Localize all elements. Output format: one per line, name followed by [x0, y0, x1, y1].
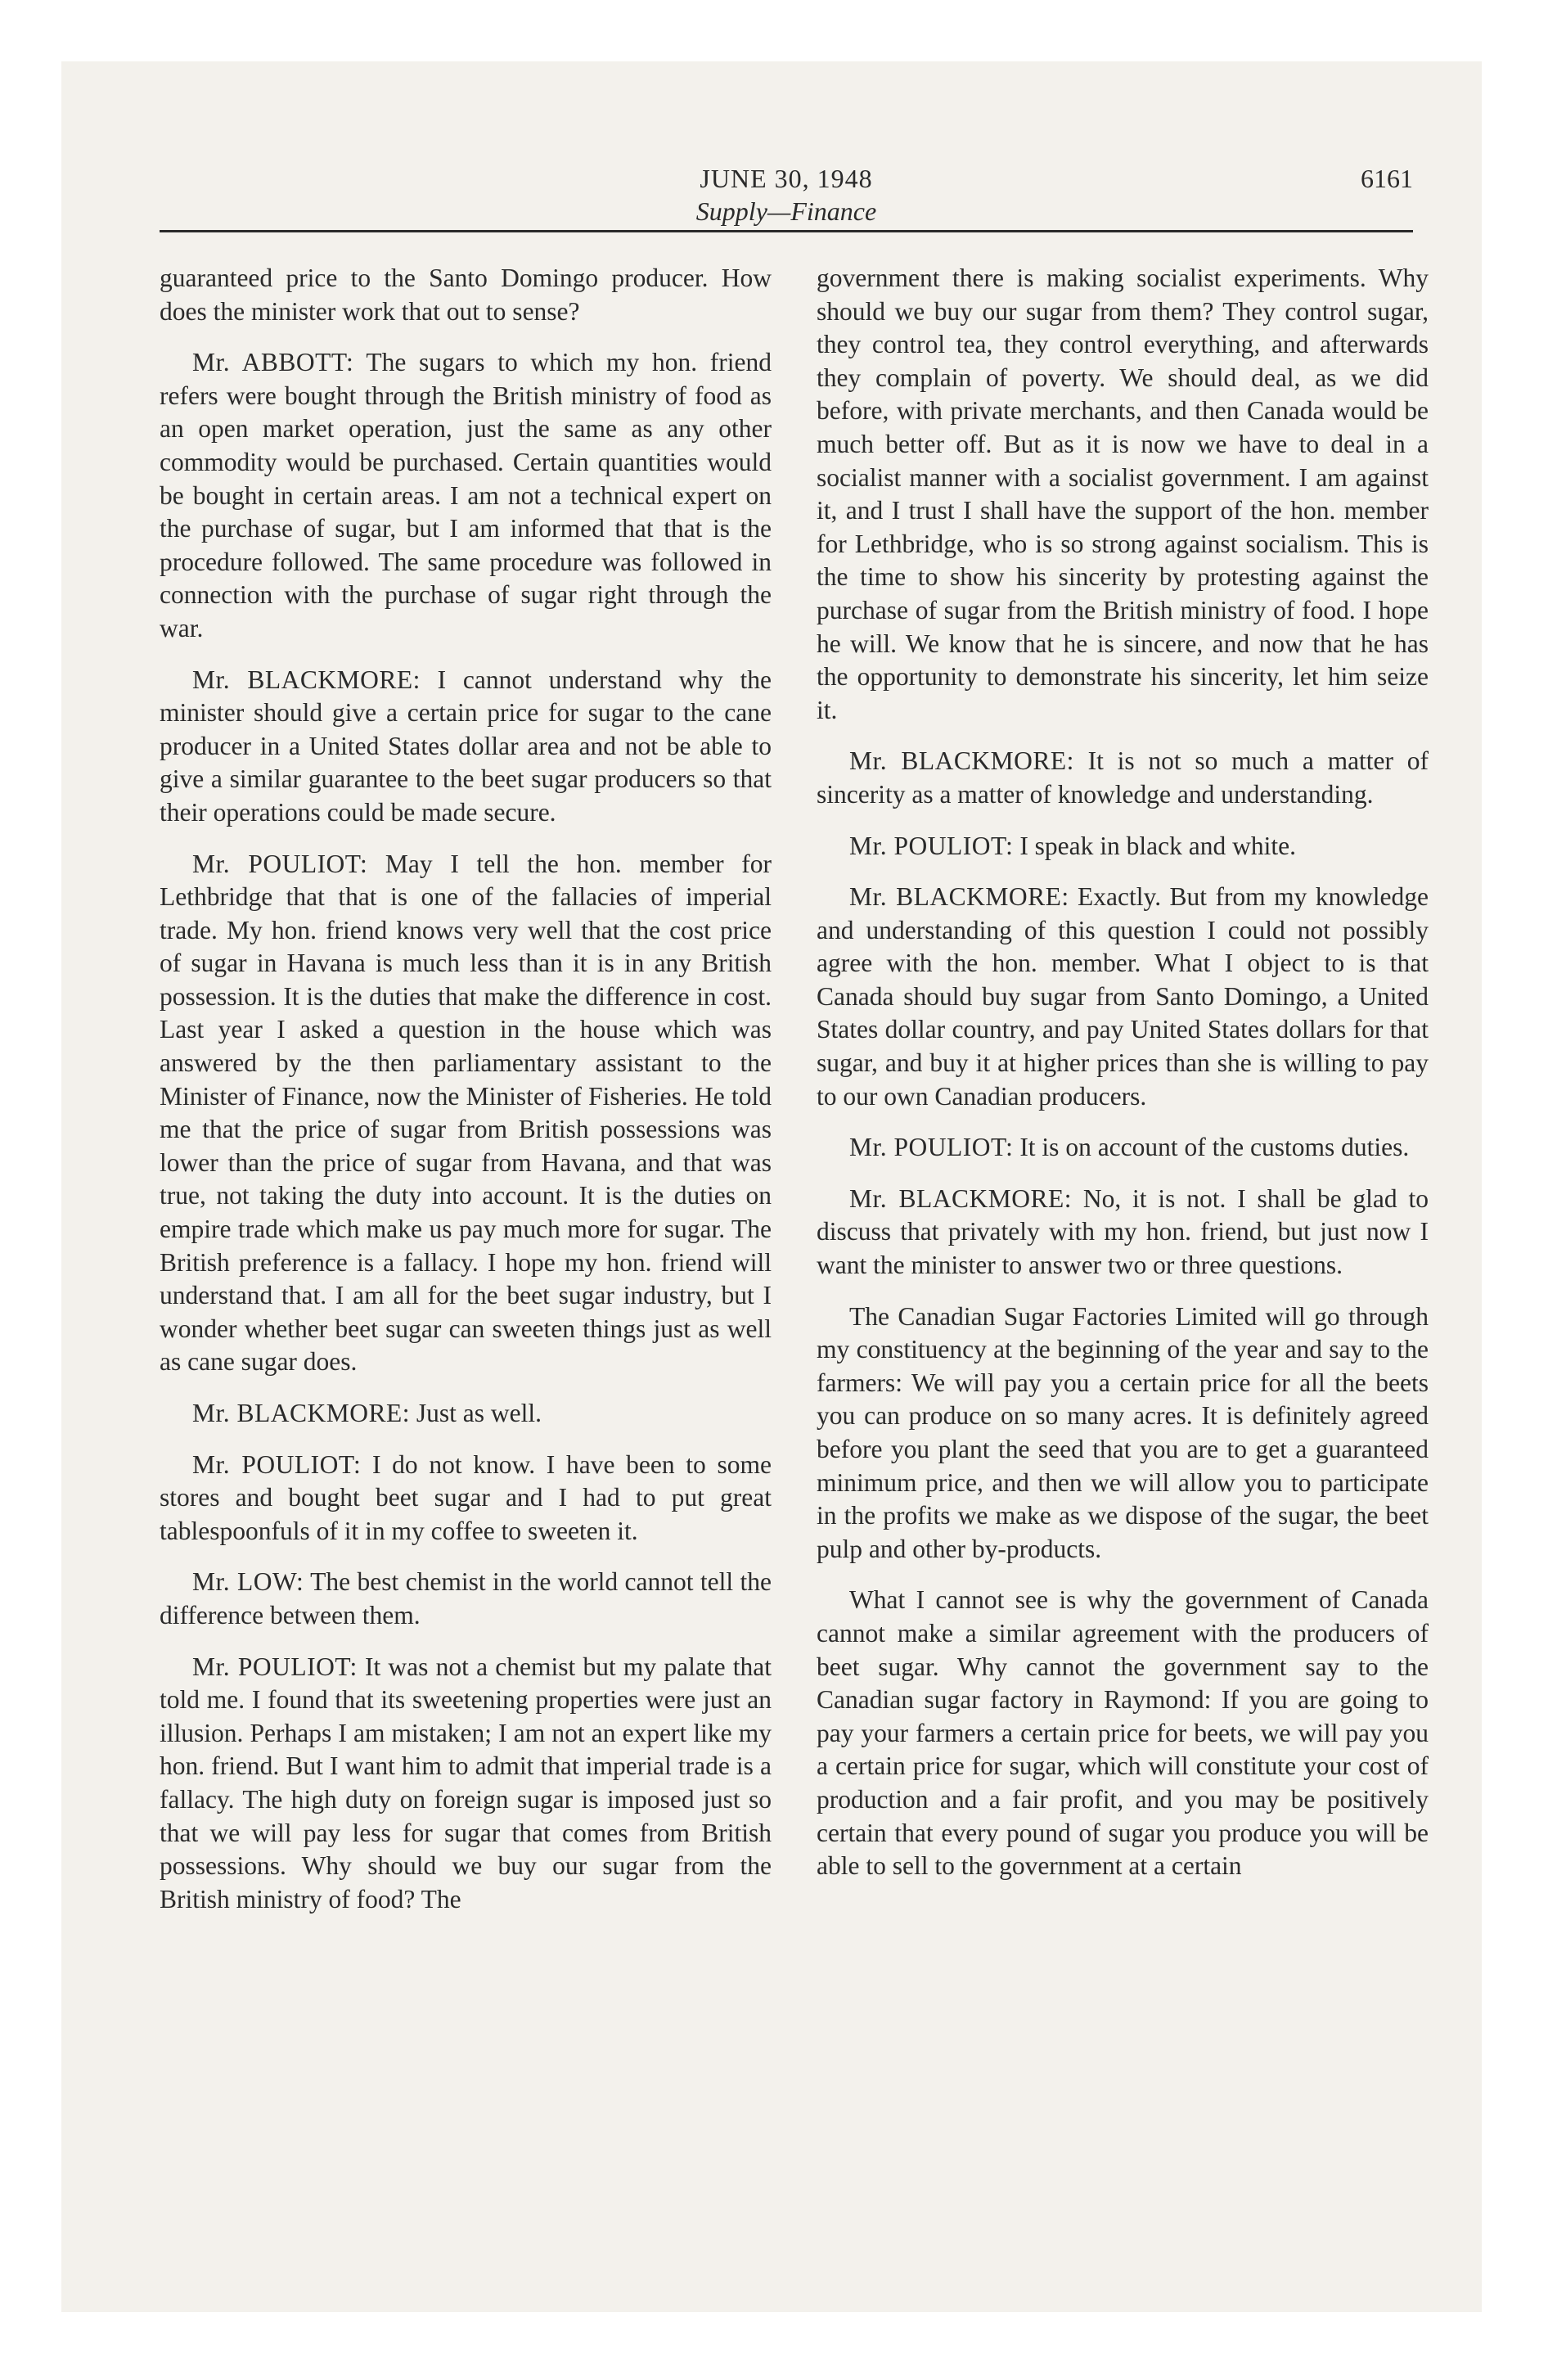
paragraph-text: No, it is not. I shall be glad to discuss that privately with my hon. friend, but just now I want the minister to answer two or three questions.	[817, 1183, 1429, 1280]
paragraph-text: government there is making socialist experiments. Why should we buy our sugar from them? They control sugar, they control tea, they control everything, and afterwards they complain of poverty. We should deal, as we did before, with private merchants, and then Canada would be much better off. But as it is now we have to deal in a socialist manner with a socialist government. I am against it, and I trust I shall have the support of the hon. member for Lethbridge, who is so strong against socialism. This is the time to show his sincerity by protesting against the purchase of sugar from the British ministry of food. I hope he will. We know that he is sincere, and now that he has the opportunity to demonstrate his sincerity, let him seize it.	[817, 264, 1429, 724]
speaker-name: Mr. BLACKMORE:	[849, 746, 1074, 776]
paragraph	[817, 1131, 1429, 1165]
speaker-name: Mr. BLACKMORE:	[192, 1399, 411, 1427]
paragraph-text: Just as well.	[416, 1399, 542, 1427]
paragraph-text: I speak in black and white.	[1019, 831, 1296, 860]
paragraph-text: It is on account of the customs duties.	[1019, 1133, 1410, 1162]
header-page-number: 6161	[1361, 164, 1413, 193]
header-subject: Supply—Finance	[695, 196, 877, 226]
paragraph	[160, 346, 772, 645]
page-header	[160, 154, 1413, 252]
paragraph-text: Exactly. But from my knowledge and understanding of this question I could not possibly agree with the hon. member. What I object to is that Canada should buy sugar from Santo Domingo, a United States dollar country, and pay United States dollars for that sugar, and buy it at higher prices than she is willing to pay to our own Canadian producers.	[817, 882, 1429, 1111]
paragraph-text: I cannot understand why the minister should give a certain price for sugar to the cane producer in a United States dollar area and not be able to give a similar guarantee to the beet sugar producers so that their operations could be made secure.	[160, 665, 772, 827]
paragraph	[817, 745, 1429, 811]
paragraph	[817, 881, 1429, 1113]
paragraph	[817, 1300, 1429, 1566]
paragraph-text: It is not so much a matter of sincerity as a matter of knowledge and understanding.	[817, 746, 1429, 809]
paragraph	[817, 262, 1429, 727]
paragraph	[160, 848, 772, 1380]
speaker-name: Mr. LOW:	[192, 1567, 304, 1597]
header-date: JUNE 30, 1948	[700, 164, 873, 193]
paragraph-text: May I tell the hon. member for Lethbridge that that is one of the fallacies of imperial trade. My hon. friend knows very well that the cost price of sugar in Havana is much less than it is in any British possession. It is the duties that make the difference in cost. Last year I asked a question in the house which was answered by the then parliamentary assistant to the Minister of Finance, now the Minister of Fisheries. He told me that the price of sugar from British possessions was lower than the price of sugar from Havana, and that was true, not taking the duty into account. It is the duties on empire trade which make us pay much more for sugar. The British preference is a fallacy. I hope my hon. friend will understand that. I am all for the beet sugar industry, but I wonder whether beet sugar can sweeten things just as well as cane sugar does.	[160, 849, 772, 1377]
speaker-name: Mr. POULIOT:	[192, 849, 368, 878]
paragraph-text: The Canadian Sugar Factories Limited will go through my constituency at the beginning of the year and say to the farmers: We will pay you a certain price for all the beets you can produce on so many acres. It is definitely agreed before you plant the seed that you are to get a guaranteed minimum price, and then we will allow you to participate in the profits we make as we dispose of the sugar, the beet pulp and other by-products.	[817, 1301, 1429, 1563]
paragraph-text: I do not know. I have been to some stores and bought beet sugar and I had to put great tablespoonfuls of it in my coffee to sweeten it.	[160, 1449, 772, 1545]
paragraph	[160, 1449, 772, 1548]
speaker-name: Mr. ABBOTT:	[192, 348, 354, 377]
paragraph	[160, 1566, 772, 1632]
speaker-name: Mr. BLACKMORE:	[849, 882, 1069, 912]
left-column	[160, 262, 772, 1934]
speaker-name: Mr. POULIOT:	[849, 831, 1014, 860]
paragraph-text: What I cannot see is why the government of Canada cannot make a similar agreement with the producers of beet sugar. Why cannot the government say to the Canadian sugar factory in Raymond: If you are going to pay your farmers a certain price for beets, we will pay you a certain price for sugar, which will constitute your cost of production and a fair profit, and you may be positively certain that every pound of sugar you produce you will be able to sell to the government at a certain	[817, 1585, 1429, 1881]
speaker-name: Mr. BLACKMORE:	[849, 1183, 1072, 1213]
paragraph	[817, 830, 1429, 863]
paragraph-text: guaranteed price to the Santo Domingo producer. How does the minister work that out to sense?	[160, 264, 772, 326]
paragraph	[160, 1651, 772, 1917]
paragraph-text: The sugars to which my hon. friend refers were bought through the British ministry of food as an open market operation, just the same as any other commodity would be purchased. Certain quantities would be bought in certain areas. I am not a technical expert on the purchase of sugar, but I am informed that that is the procedure followed. The same procedure was followed in connection with the purchase of sugar right through the war.	[160, 348, 772, 642]
paragraph-text: The best chemist in the world cannot tell the difference between them.	[160, 1567, 772, 1629]
speaker-name: Mr. POULIOT:	[192, 1652, 358, 1681]
paragraph-text: It was not a chemist but my palate that told me. I found that its sweetening properties were just an illusion. Perhaps I am mistaken; I am not an expert like my hon. friend. But I want him to admit that imperial trade is a fallacy. The high duty on foreign sugar is imposed just so that we will pay less for sugar that comes from British possessions. Why should we buy our sugar from the British ministry of food? The	[160, 1652, 772, 1913]
paragraph	[160, 1397, 772, 1431]
paragraph	[817, 1584, 1429, 1882]
paragraph	[160, 664, 772, 830]
speaker-name: Mr. POULIOT:	[849, 1133, 1014, 1162]
right-column	[817, 262, 1429, 1901]
speaker-name: Mr. POULIOT:	[192, 1449, 362, 1479]
paragraph	[160, 262, 772, 328]
speaker-name: Mr. BLACKMORE:	[192, 665, 421, 694]
header-rule	[160, 230, 1413, 232]
paragraph	[817, 1183, 1429, 1282]
